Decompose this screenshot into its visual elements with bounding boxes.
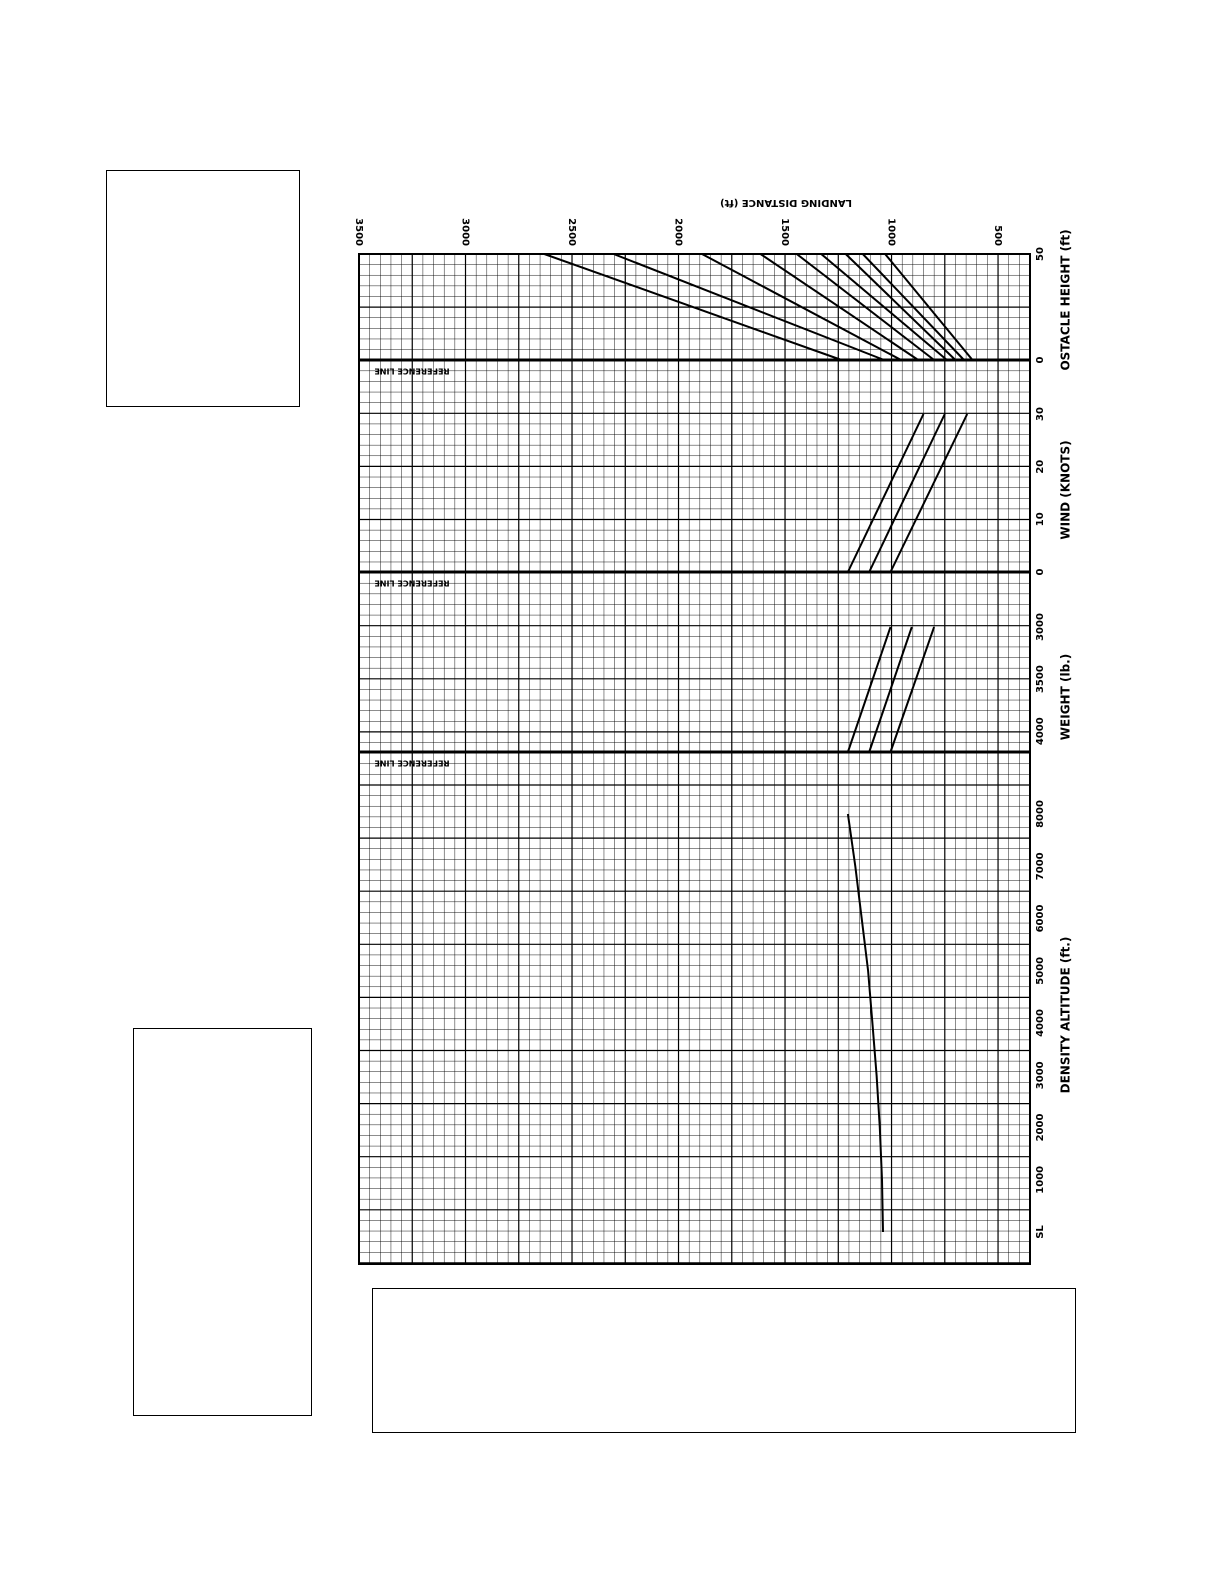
density-altitude-tick-label: 7000 [1035,852,1046,881]
reference-line-label: REFERENCE LINE [374,366,450,376]
obstacle-height-tick-label: 50 [1035,247,1046,261]
density-altitude-tick-label: 1000 [1035,1165,1046,1194]
distance-tick-label: 1000 [885,218,897,246]
wind-tick-label: 30 [1035,407,1046,421]
density-altitude-tick-label: 3000 [1035,1061,1046,1090]
obstacle-height-axis-title: OSTACLE HEIGHT (ft) [1058,229,1073,371]
weight-tick-label: 3000 [1035,613,1046,641]
wind-tick-label: 20 [1035,459,1046,474]
weight-axis-title: WEIGHT (lb.) [1058,653,1073,741]
wind-tick-label: 10 [1035,512,1046,527]
reference-line-label: REFERENCE LINE [374,578,450,588]
chart-grid [359,254,1030,1264]
chart-frame [359,254,1030,1264]
distance-tick-label: 3500 [353,218,364,246]
density-altitude-tick-label: 5000 [1035,956,1046,985]
distance-tick-label: 2000 [672,218,684,246]
density-altitude-tick-label: SL [1035,1225,1046,1239]
distance-tick-label: 500 [992,225,1003,246]
wind-tick-label: 0 [1035,568,1046,576]
distance-tick-label: 1500 [779,218,790,246]
density-altitude-tick-label: 8000 [1035,800,1046,828]
weight-tick-label: 4000 [1035,717,1046,746]
distance-tick-label: 3000 [459,218,471,246]
distance-axis-title: LANDING DISTANCE (ft) [720,197,852,208]
obstacle-height-tick-label: 0 [1035,356,1046,364]
density-altitude-tick-label: 2000 [1035,1113,1046,1142]
distance-tick-label: 2500 [566,218,577,246]
reference-line-label: REFERENCE LINE [374,758,450,768]
density-altitude-axis-title: DENSITY ALTITUDE (ft.) [1058,936,1073,1094]
density-altitude-tick-label: 4000 [1035,1009,1046,1037]
weight-tick-label: 3500 [1035,665,1046,694]
wind-axis-title: WIND (KNOTS) [1058,440,1073,540]
density-altitude-tick-label: 6000 [1035,904,1046,933]
